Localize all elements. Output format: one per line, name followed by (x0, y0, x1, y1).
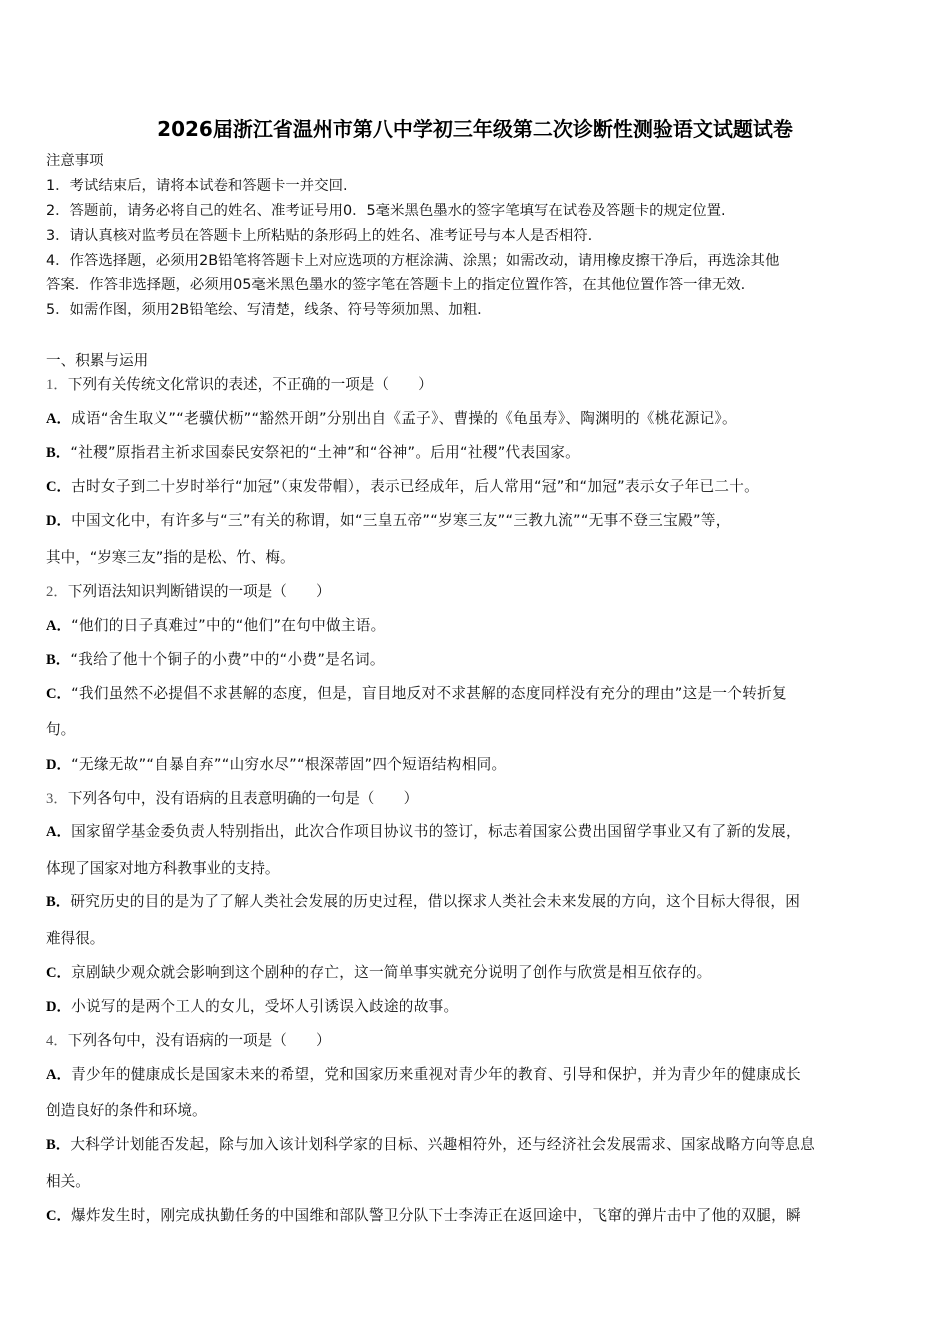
notice-line: 4．作答选择题，必须用2B铅笔将答题卡上对应选项的方框涂满、涂黑；如需改动，请用橡皮擦干净后，再选涂其他 (46, 253, 780, 269)
question-stem (46, 790, 418, 808)
option-text: 国家留学基金委负责人特别指出，此次合作项目协议书的签订，标志着国家公费出国留学事业又有了新的发展， (71, 823, 801, 840)
option-b (46, 893, 800, 911)
option-text: 成语“舍生取义”“老骥伏枥”“豁然开朗”分别出自《孟子》、曹操的《龟虽寿》、陶渊明的《桃花源记》。 (71, 410, 737, 427)
option-letter: A． (46, 411, 72, 427)
option-letter: A． (46, 824, 72, 840)
question-stem-text: 下列语法知识判断错误的一项是（ ） (67, 583, 331, 600)
option-a-continuation: 体现了国家对地方科教事业的支持。 (46, 860, 280, 877)
notice-line: 1．考试结束后，请将本试卷和答题卡一并交回. (46, 178, 348, 194)
option-c (46, 1207, 801, 1225)
notice-heading: 注意事项 (46, 153, 104, 169)
option-c-continuation: 句。 (46, 721, 76, 738)
option-letter: C． (46, 1208, 72, 1224)
option-text: 爆炸发生时，刚完成执勤任务的中国维和部队警卫分队下士李涛正在返回途中，飞窜的弹片击中了他的双腿，瞬 (71, 1207, 801, 1224)
option-letter: B． (46, 445, 71, 461)
option-letter: D． (46, 999, 72, 1015)
option-a (46, 410, 737, 428)
option-d (46, 998, 458, 1016)
question-stem-text: 下列有关传统文化常识的表述，不正确的一项是（ ） (67, 376, 433, 393)
option-text: 小说写的是两个工人的女儿，受坏人引诱误入歧途的故事。 (71, 998, 459, 1015)
option-b (46, 651, 385, 669)
option-d-continuation: 其中，“岁寒三友”指的是松、竹、梅。 (46, 549, 295, 566)
option-text: 中国文化中，有许多与“三”有关的称谓，如“三皇五帝”“岁寒三友”“三教九流”“无事不登三宝殿”等， (71, 512, 731, 529)
option-b (46, 444, 580, 462)
option-c (46, 964, 712, 982)
question-number: 2． (46, 584, 68, 600)
option-b-continuation: 难得很。 (46, 930, 105, 947)
option-letter: D． (46, 513, 72, 529)
option-letter: B． (46, 652, 71, 668)
notice-line: 答案．作答非选择题，必须用05毫米黑色墨水的签字笔在答题卡上的指定位置作答，在其他位置作答一律无效. (46, 277, 746, 293)
option-a (46, 1066, 801, 1084)
option-text: 大科学计划能否发起，除与加入该计划科学家的目标、兴趣相符外，还与经济社会发展需求、国家战略方向等息息 (70, 1136, 816, 1153)
question-stem-text: 下列各句中，没有语病的一项是（ ） (67, 1032, 331, 1049)
option-letter: B． (46, 1137, 71, 1153)
section-heading: 一、积累与运用 (46, 352, 149, 369)
option-b-continuation: 相关。 (46, 1173, 90, 1190)
question-stem (46, 376, 433, 394)
option-letter: A． (46, 618, 72, 634)
document-title: 2026届浙江省温州市第八中学初三年级第二次诊断性测验语文试题试卷 (157, 117, 793, 141)
option-text: “我们虽然不必提倡不求甚解的态度，但是，盲目地反对不求甚解的态度同样没有充分的理由”这是一个转折复 (71, 685, 787, 702)
option-d (46, 512, 731, 530)
option-text: 京剧缺少观众就会影响到这个剧种的存亡，这一简单事实就充分说明了创作与欣赏是相互依存的。 (71, 964, 712, 981)
option-c (46, 478, 759, 496)
option-text: “无缘无故”“自暴自弃”“山穷水尽”“根深蒂固”四个短语结构相同。 (71, 756, 507, 773)
option-letter: C． (46, 965, 72, 981)
question-number: 3． (46, 791, 68, 807)
question-number: 1． (46, 377, 68, 393)
option-b (46, 1136, 815, 1154)
option-letter: D． (46, 757, 72, 773)
option-letter: B． (46, 894, 71, 910)
option-a-continuation: 创造良好的条件和环境。 (46, 1102, 207, 1119)
option-text: 古时女子到二十岁时举行“加冠”（束发带帽），表示已经成年，后人常用“冠”和“加冠”表示女子年已二十。 (71, 478, 760, 495)
question-stem (46, 1032, 331, 1050)
option-letter: C． (46, 686, 72, 702)
option-letter: C． (46, 479, 72, 495)
option-text: “我给了他十个铜子的小费”中的“小费”是名词。 (70, 651, 385, 668)
option-text: “社稷”原指君主祈求国泰民安祭祀的“土神”和“谷神”。后用“社稷”代表国家。 (70, 444, 581, 461)
question-stem-text: 下列各句中，没有语病的且表意明确的一句是（ ） (67, 790, 419, 807)
notice-line: 2．答题前，请务必将自己的姓名、准考证号用0．5毫米黑色墨水的签字笔填写在试卷及答题卡的规定位置. (46, 203, 726, 219)
notice-line: 5．如需作图，须用2B铅笔绘、写清楚，线条、符号等须加黑、加粗. (46, 302, 482, 318)
option-letter: A． (46, 1067, 72, 1083)
option-a (46, 617, 386, 635)
option-d (46, 756, 506, 774)
option-c (46, 685, 787, 703)
option-text: 青少年的健康成长是国家未来的希望，党和国家历来重视对青少年的教育、引导和保护，并为青少年的健康成长 (71, 1066, 801, 1083)
option-text: 研究历史的目的是为了了解人类社会发展的历史过程，借以探求人类社会未来发展的方向，这个目标大得很，困 (70, 893, 801, 910)
question-number: 4． (46, 1033, 68, 1049)
notice-line: 3．请认真核对监考员在答题卡上所粘贴的条形码上的姓名、准考证号与本人是否相符. (46, 228, 593, 244)
question-stem (46, 583, 331, 601)
option-a (46, 823, 801, 841)
option-text: “他们的日子真难过”中的“他们”在句中做主语。 (71, 617, 386, 634)
